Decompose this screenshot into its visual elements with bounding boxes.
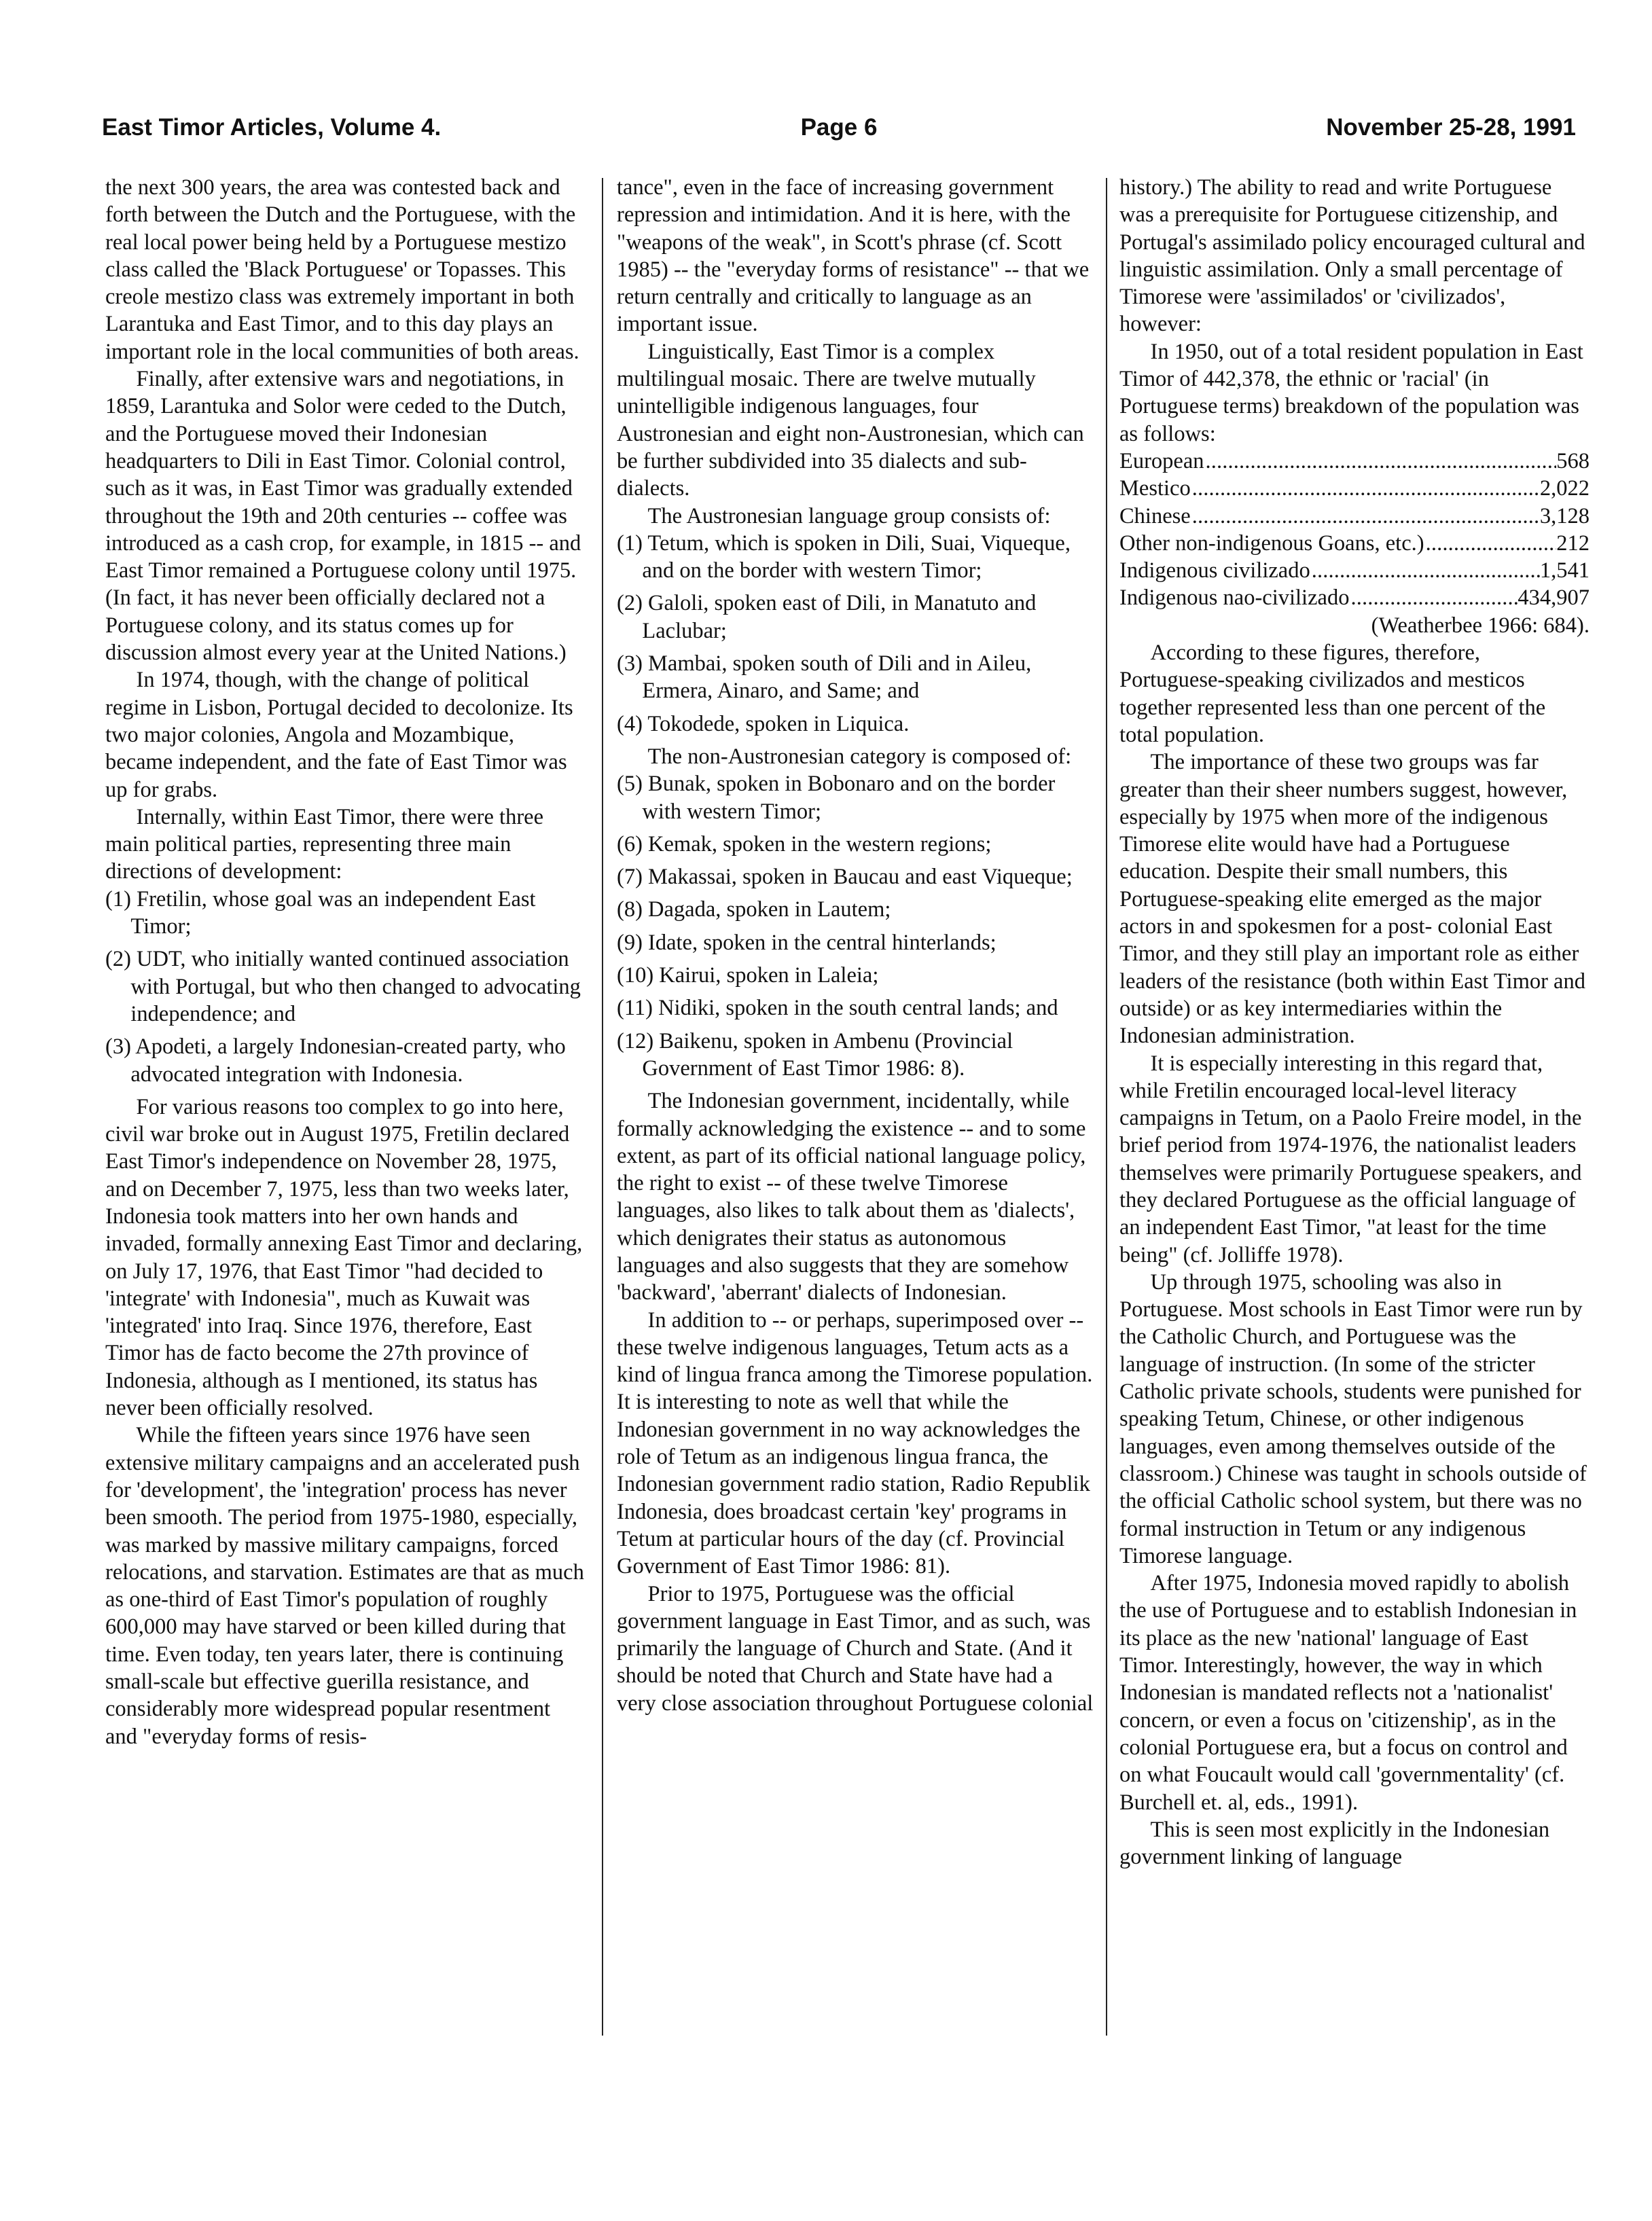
list-item: (7) Makassai, spoken in Baucau and east Viqueque;	[617, 865, 1073, 890]
text-column-1	[105, 174, 584, 2184]
list-item: (2) UDT, who initially wanted continued association with Portugal, but who then changed to advocating independence; and	[105, 947, 581, 1026]
population-row	[1119, 503, 1590, 530]
table-citation: (Weatherbee 1966: 684).	[1371, 613, 1590, 638]
list-item: (11) Nidiki, spoken in the south central lands; and	[617, 996, 1058, 1021]
publication-title: East Timor Articles, Volume 4.	[102, 114, 442, 141]
list-item: (1) Fretilin, whose goal was an independent East Timor;	[105, 886, 536, 939]
paragraph: Linguistically, East Timor is a complex multilingual mosaic. There are twelve mutually unintelligible indigenous languages, four Austronesian and eight non-Austronesian, which can be further subdivided into 35 dialects and sub-dialects.	[617, 339, 1084, 501]
population-label: Other non-indigenous Goans, etc.)	[1119, 530, 1424, 556]
text-column-3	[1119, 174, 1590, 2184]
paragraph: The Indonesian government, incidentally, while formally acknowledging the existence -- and to some extent, as part of its official national language policy, the right to exist -- of these twelve Timorese languages, also likes to talk about them as 'dialects', which denigrates their status as autonomous languages and also suggests that they are somehow 'backward', 'aberrant' dialects of Indonesian.	[617, 1089, 1086, 1305]
political-parties-list	[105, 886, 584, 1088]
paragraph: After 1975, Indonesia moved rapidly to abolish the use of Portuguese and to establish Indonesian in its place as the new 'national' language of East Timor. Interestingly, however, the way in which Indonesian is mandated reflects not a 'nationalist' concern, or even a focus on 'citizenship', as in the colonial Portuguese era, but a focus on control and on what Foucault would call 'governmentality' (cf. Burchell et. al, eds., 1991).	[1119, 1571, 1577, 1815]
paragraph: Up through 1975, schooling was also in Portuguese. Most schools in East Timor were run by the Catholic Church, and Portuguese was the language of instruction. (In some of the stricter Catholic private schools, students were punished for speaking Tetum, Chinese, or other indigenous languages, even among themselves outside of the classroom.) Chinese was taught in schools outside of the official Catholic school system, but there was no formal instruction in Tetum or any indigenous Timorese language.	[1119, 1269, 1587, 1568]
population-row	[1119, 584, 1590, 611]
column-divider	[1106, 178, 1107, 2036]
population-value: 2,022	[1539, 476, 1590, 501]
population-value: 3,128	[1539, 503, 1590, 528]
paragraph: It is especially interesting in this regard that, while Fretilin encouraged local-level literacy campaigns in Tetum, on a Paolo Freire model, in the brief period from 1974-1976, the nationalist leaders themselves were primarily Portuguese speakers, and they declared Portuguese as the official language of an independent East Timor, "at least for the time being" (cf. Jolliffe 1978).	[1119, 1051, 1582, 1267]
paragraph: history.) The ability to read and write Portuguese was a prerequisite for Portuguese citizenship, and Portugal's assimilado policy encouraged cultural and linguistic assimilation. Only a small percentage of Timorese were 'assimilados' or 'civilizados', however:	[1119, 175, 1585, 337]
column-divider	[602, 178, 603, 2036]
population-label: Indigenous nao-civilizado	[1119, 585, 1350, 611]
population-value: 568	[1556, 448, 1590, 473]
population-row	[1119, 557, 1590, 584]
population-row	[1119, 475, 1590, 502]
page-header	[102, 114, 1576, 155]
paragraph: According to these figures, therefore, Portuguese-speaking civilizados and mesticos together represented less than one percent of the total population.	[1119, 640, 1546, 747]
paragraph: The non-Austronesian category is composed of:	[647, 744, 1072, 769]
paragraph: Finally, after extensive wars and negotiations, in 1859, Larantuka and Solor were ceded to the Dutch, and the Portuguese moved their Indonesian headquarters to Dili in East Timor. Colonial control, such as it was, in East Timor was gradually extended throughout the 19th and 20th centuries -- coffee was introduced as a cash crop, for example, in 1815 -- and East Timor remained a Portuguese colony until 1975. (In fact, it has never been officially declared not a Portuguese colony, and its status comes up for discussion almost every year at the United Nations.)	[105, 367, 581, 666]
list-item: (12) Baikenu, spoken in Ambenu (Provincial Government of East Timor 1986: 8).	[617, 1028, 1013, 1081]
austronesian-languages-list	[617, 530, 1096, 738]
population-label: Chinese	[1119, 503, 1191, 528]
population-label: Indigenous civilizado	[1119, 558, 1310, 583]
population-value: 434,907	[1518, 585, 1590, 611]
non-austronesian-languages-list	[617, 770, 1096, 1082]
population-label: European	[1119, 448, 1204, 473]
paragraph: In 1974, though, with the change of political regime in Lisbon, Portugal decided to decolonize. Its two major colonies, Angola and Mozambique, became independent, and the fate of East Timor was up for grabs.	[105, 668, 573, 802]
population-label: Mestico	[1119, 476, 1191, 501]
list-item: (5) Bunak, spoken in Bobonaro and on the border with western Timor;	[617, 772, 1056, 824]
paragraph: the next 300 years, the area was contested back and forth between the Dutch and the Portuguese, with the real local power being held by a Portuguese mestizo class called the 'Black Portuguese' or Topasses. This creole mestizo class was extremely important in both Larantuka and East Timor, and to this day plays an important role in the local communities of both areas.	[105, 175, 579, 364]
list-item: (10) Kairui, spoken in Laleia;	[617, 963, 879, 988]
text-column-2	[617, 174, 1096, 2184]
population-row	[1119, 530, 1590, 557]
list-item: (2) Galoli, spoken east of Dili, in Manatuto and Laclubar;	[617, 591, 1037, 643]
list-item: (1) Tetum, which is spoken in Dili, Suai, Viqueque, and on the border with western Timor;	[617, 530, 1071, 583]
paragraph: While the fifteen years since 1976 have seen extensive military campaigns and an accelerated push for 'development', the 'integration' process has never been smooth. The period from 1975-1980, especially, was marked by massive military campaigns, forced relocations, and starvation. Estimates are that as much as one-third of East Timor's population of roughly 600,000 may have starved or been killed during that time. Even today, ten years later, there is continuing small-scale but effective guerilla resistance, and considerably more widespread popular resentment and "everyday forms of resis-	[105, 1423, 584, 1749]
page-number: Page 6	[800, 114, 878, 141]
publication-date: November 25-28, 1991	[1326, 114, 1576, 141]
list-item: (6) Kemak, spoken in the western regions;	[617, 831, 992, 856]
paragraph: tance", even in the face of increasing government repression and intimidation. And it is here, with the "weapons of the weak", in Scott's phrase (cf. Scott 1985) -- the "everyday forms of resistance" -- that we return centrally and critically to language as an important issue.	[617, 175, 1090, 337]
list-item: (8) Dagada, spoken in Lautem;	[617, 897, 891, 922]
paragraph: The Austronesian language group consists of:	[647, 503, 1051, 528]
list-item: (4) Tokodede, spoken in Liquica.	[617, 711, 910, 736]
population-value: 212	[1556, 530, 1590, 556]
paragraph: Prior to 1975, Portuguese was the official government language in East Timor, and as such, was primarily the language of Church and State. (And it should be noted that Church and State have had a very close association throughout Portuguese colonial	[617, 1581, 1094, 1716]
population-value: 1,541	[1539, 558, 1590, 583]
population-table	[1119, 448, 1590, 639]
list-item: (3) Apodeti, a largely Indonesian-created party, who advocated integration with Indonesia.	[105, 1034, 566, 1087]
paragraph: In 1950, out of a total resident population in East Timor of 442,378, the ethnic or 'racial' (in Portuguese terms) breakdown of the population was as follows:	[1119, 339, 1583, 446]
list-item: (3) Mambai, spoken south of Dili and in Aileu, Ermera, Ainaro, and Same; and	[617, 651, 1032, 704]
paragraph: In addition to -- or perhaps, superimposed over -- these twelve indigenous languages, Tetum acts as a kind of lingua franca among the Timorese population. It is interesting to note as well that while the Indonesian government in no way acknowledges the role of Tetum as an indigenous lingua franca, the Indonesian government radio station, Radio Republik Indonesia, does broadcast certain 'key' programs in Tetum at particular hours of the day (cf. Provincial Government of East Timor 1986: 81).	[617, 1307, 1093, 1579]
paragraph: This is seen most explicitly in the Indonesian government linking of language	[1119, 1817, 1550, 1870]
paragraph: The importance of these two groups was far greater than their sheer numbers suggest, however, especially by 1975 when more of the indigenous Timorese elite would have had a Portuguese education. Despite their small numbers, this Portuguese-speaking elite emerged as the major actors in and spokesmen for a post- colonial East Timor, and they still play an important role as either leaders of the resistance (both within East Timor and outside) or as key intermediaries within the Indonesian administration.	[1119, 750, 1585, 1049]
list-item: (9) Idate, spoken in the central hinterlands;	[617, 930, 996, 955]
paragraph: Internally, within East Timor, there were three main political parties, representing three main directions of development:	[105, 804, 543, 884]
population-row	[1119, 448, 1590, 475]
paragraph: For various reasons too complex to go into here, civil war broke out in August 1975, Fretilin declared East Timor's independence on November 28, 1975, and on December 7, 1975, less than two weeks later, Indonesia took matters into her own hands and invaded, formally annexing East Timor and declaring, on July 17, 1976, that East Timor "had decided to 'integrate' with Indonesia", much as Kuwait was 'integrated' into Iraq. Since 1976, therefore, East Timor has de facto become the 27th province of Indonesia, although as I mentioned, its status has never been officially resolved.	[105, 1094, 583, 1421]
